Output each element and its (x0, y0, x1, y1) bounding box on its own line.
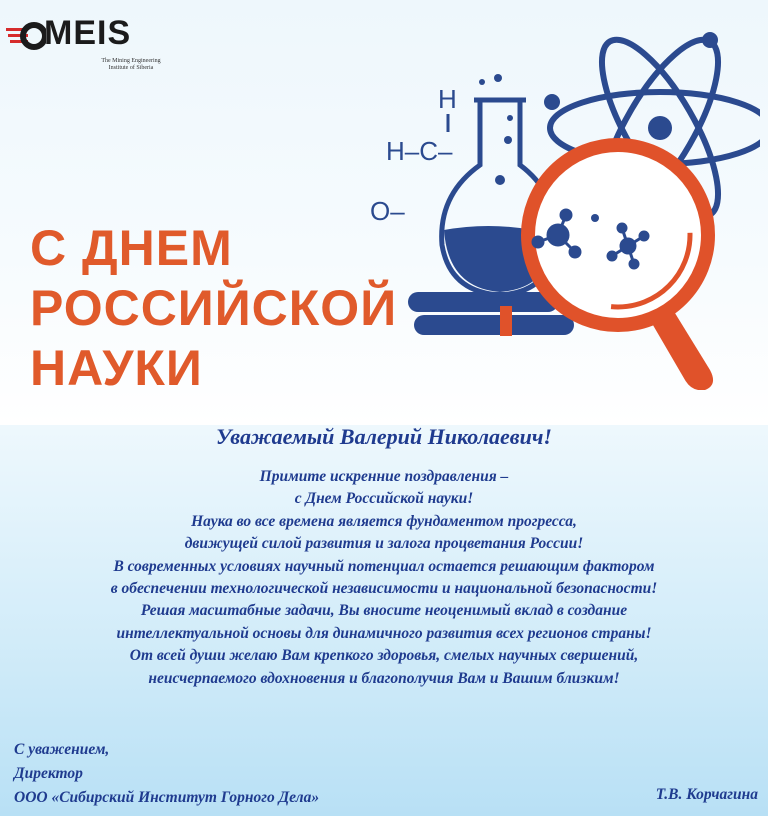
headline (30, 218, 398, 398)
logo-subtitle-line: The Mining Engineering (101, 58, 161, 64)
bubble (494, 74, 502, 82)
bubble (479, 79, 485, 85)
headline-line: НАУКИ (30, 340, 203, 396)
letter-body (0, 466, 768, 690)
signature-position: Директор (14, 765, 83, 782)
bubble (504, 136, 512, 144)
body-line: в обеспечении технологической независимости и национальной безопасности! (110, 580, 658, 598)
body-line: Решая масштабные задачи, Вы вносите неоценимый вклад в создание (140, 602, 628, 620)
logo-mark-icon (6, 18, 46, 58)
magnifier-icon (528, 145, 713, 390)
body-line: Примите искренние поздравления – (259, 468, 509, 485)
logo-subtitle (86, 58, 176, 72)
body-line: В современных условиях научный потенциал остается решающим фактором (113, 557, 655, 575)
atom-nucleus (648, 116, 672, 140)
meis-logo (6, 14, 176, 74)
electron (544, 94, 560, 110)
formula-o: O– (370, 196, 405, 226)
logo-wordmark: MEIS (44, 14, 132, 52)
body-line: интеллектуальной основы для динамичного развития всех регионов страны! (116, 624, 652, 642)
formula-h: H (438, 84, 457, 114)
atom-dot (591, 214, 599, 222)
signature-company: ООО «Сибирский Институт Горного Дела» (14, 789, 320, 806)
electron (702, 32, 718, 48)
headline-line: РОССИЙСКОЙ (30, 280, 398, 336)
body-line: движущей силой развития и залога процветания России! (184, 535, 584, 553)
signature-block (14, 738, 319, 810)
bubble (507, 115, 513, 121)
body-line: неисчерпаемого вдохновения и благополучия Вам и Вашим близким! (148, 669, 620, 687)
body-line: с Днем Российской науки! (294, 490, 474, 508)
signature-closing: С уважением, (14, 741, 110, 758)
body-line: Наука во все времена является фундаментом прогресса, (191, 512, 577, 530)
bubble (495, 175, 505, 185)
body-line: От всей души желаю Вам крепкого здоровья, смелых научных свершений, (129, 647, 639, 665)
signature-name: Т.В. Корчагина (655, 786, 758, 803)
greeting: Уважаемый Валерий Николаевич! (216, 424, 552, 449)
logo-subtitle-line: Institute of Siberia (108, 65, 154, 71)
headline-line: С ДНЕМ (30, 220, 233, 276)
science-illustration (370, 30, 760, 390)
formula-hc: H–C– (386, 136, 453, 166)
